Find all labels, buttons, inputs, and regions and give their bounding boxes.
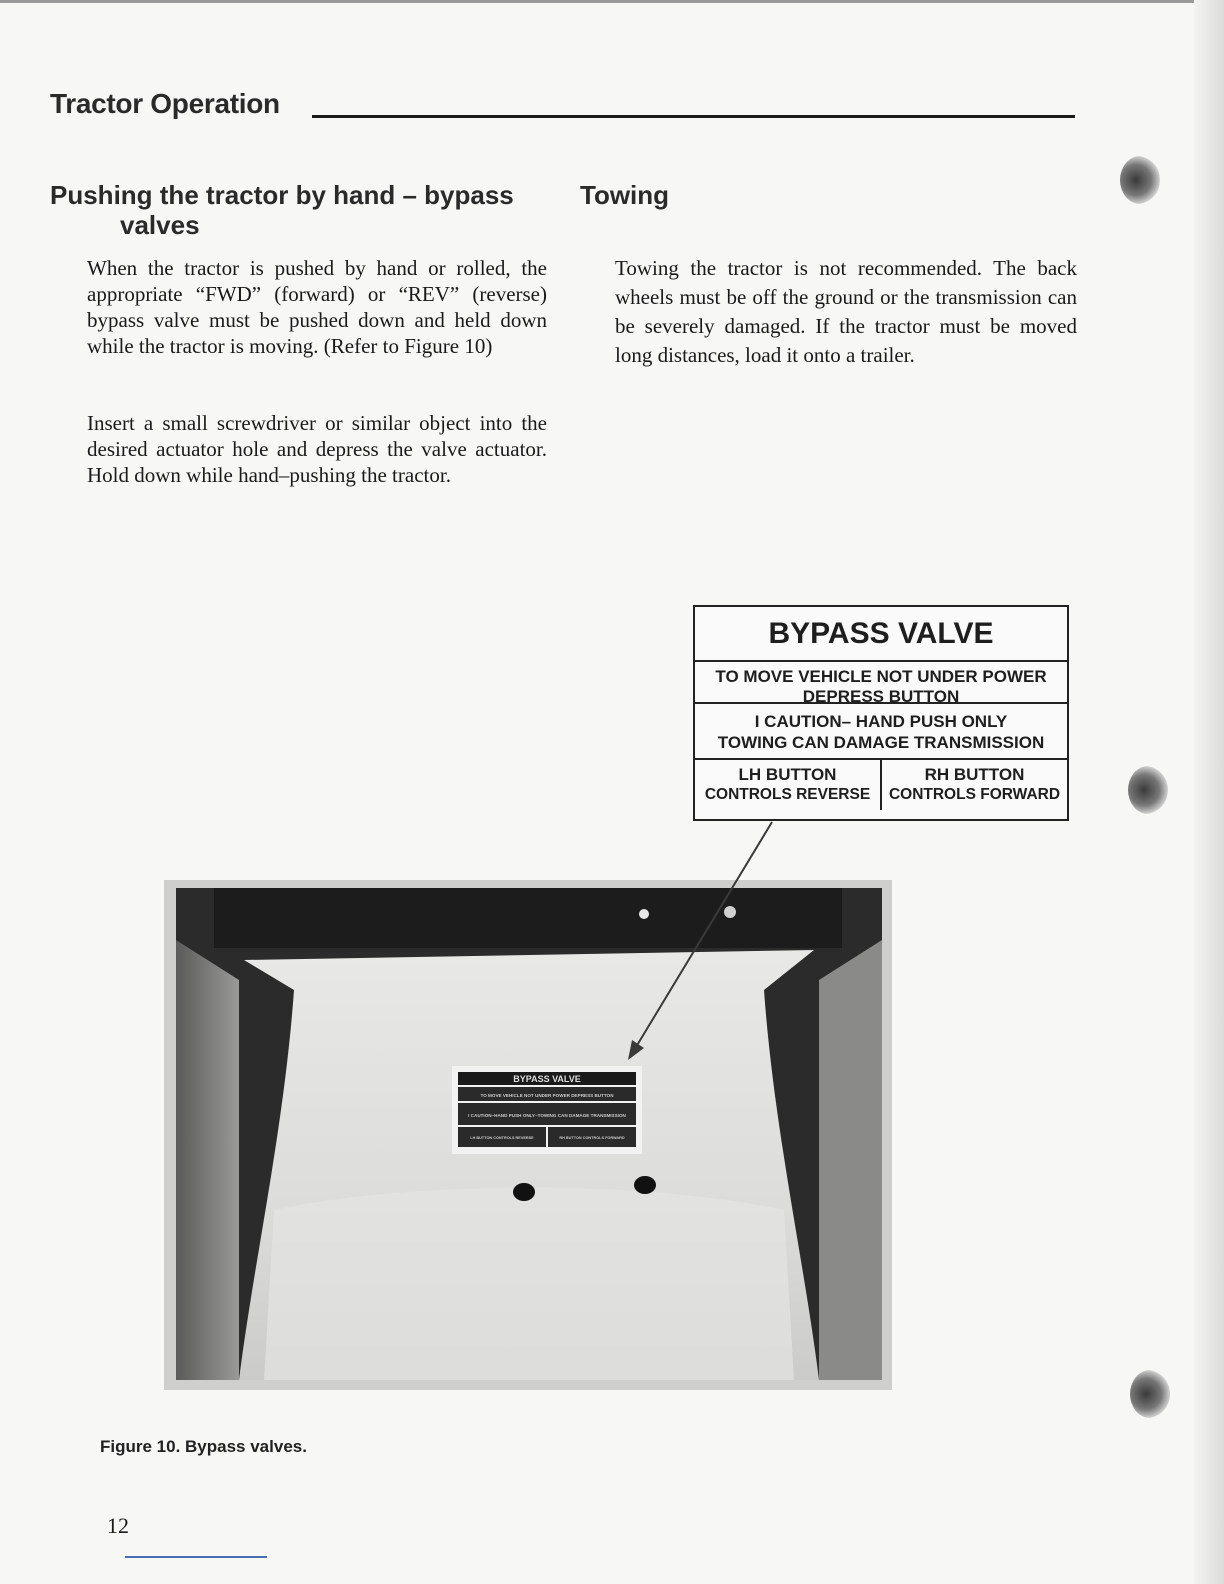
label-row-move-line1: TO MOVE VEHICLE NOT UNDER POWER xyxy=(715,667,1047,686)
label-row-move-line2: DEPRESS BUTTON xyxy=(802,687,960,706)
decal-row2-text: I CAUTION–HAND PUSH ONLY–TOWING CAN DAMAGE TRANSMISSION xyxy=(468,1113,626,1118)
page-number: 12 xyxy=(107,1513,129,1538)
label-lh-line1: LH BUTTON xyxy=(738,765,837,784)
decal-left-text: LH BUTTON CONTROLS REVERSE xyxy=(470,1136,534,1140)
pushing-paragraph-1: When the tractor is pushed by hand or rolled, the appropriate “FWD” (forward) or “REV” (reverse) bypass valve must be pushed down and held down while the tractor is moving. (Refer to Figure 10) xyxy=(87,256,547,358)
decal-right-text: RH BUTTON CONTROLS FORWARD xyxy=(559,1136,625,1140)
label-title: BYPASS VALVE xyxy=(695,607,1067,662)
decal-row1-text: TO MOVE VEHICLE NOT UNDER POWER DEPRESS BUTTON xyxy=(480,1093,614,1098)
header-title: Tractor Operation xyxy=(50,88,280,119)
leader-arrowhead xyxy=(628,1040,644,1060)
pushing-heading-line2: valves xyxy=(120,210,200,240)
label-row-caution-line1: I CAUTION– HAND PUSH ONLY xyxy=(754,712,1008,731)
figure-caption: Figure 10. Bypass valves. xyxy=(100,1437,307,1456)
towing-paragraph: Towing the tractor is not recommended. The back wheels must be off the ground or the transmission can be severely damaged. If the tractor must be moved long distances, load it onto a trailer. xyxy=(615,256,1077,367)
decal-title-text: BYPASS VALVE xyxy=(513,1074,581,1084)
leader-line xyxy=(636,822,772,1047)
bottom-rule xyxy=(125,1556,267,1558)
pushing-paragraph-2: Insert a small screwdriver or similar object into the desired actuator hole and depress the valve actuator. Hold down while hand–pushing the tractor. xyxy=(87,411,547,487)
label-lh-line2: CONTROLS REVERSE xyxy=(704,786,871,803)
label-row-caution-line2: TOWING CAN DAMAGE TRANSMISSION xyxy=(717,733,1045,752)
label-rh-line1: RH BUTTON xyxy=(924,765,1025,784)
pushing-heading-line1: Pushing the tractor by hand – bypass xyxy=(50,180,514,210)
label-rh-line2: CONTROLS FORWARD xyxy=(888,786,1061,803)
towing-heading: Towing xyxy=(580,180,670,210)
